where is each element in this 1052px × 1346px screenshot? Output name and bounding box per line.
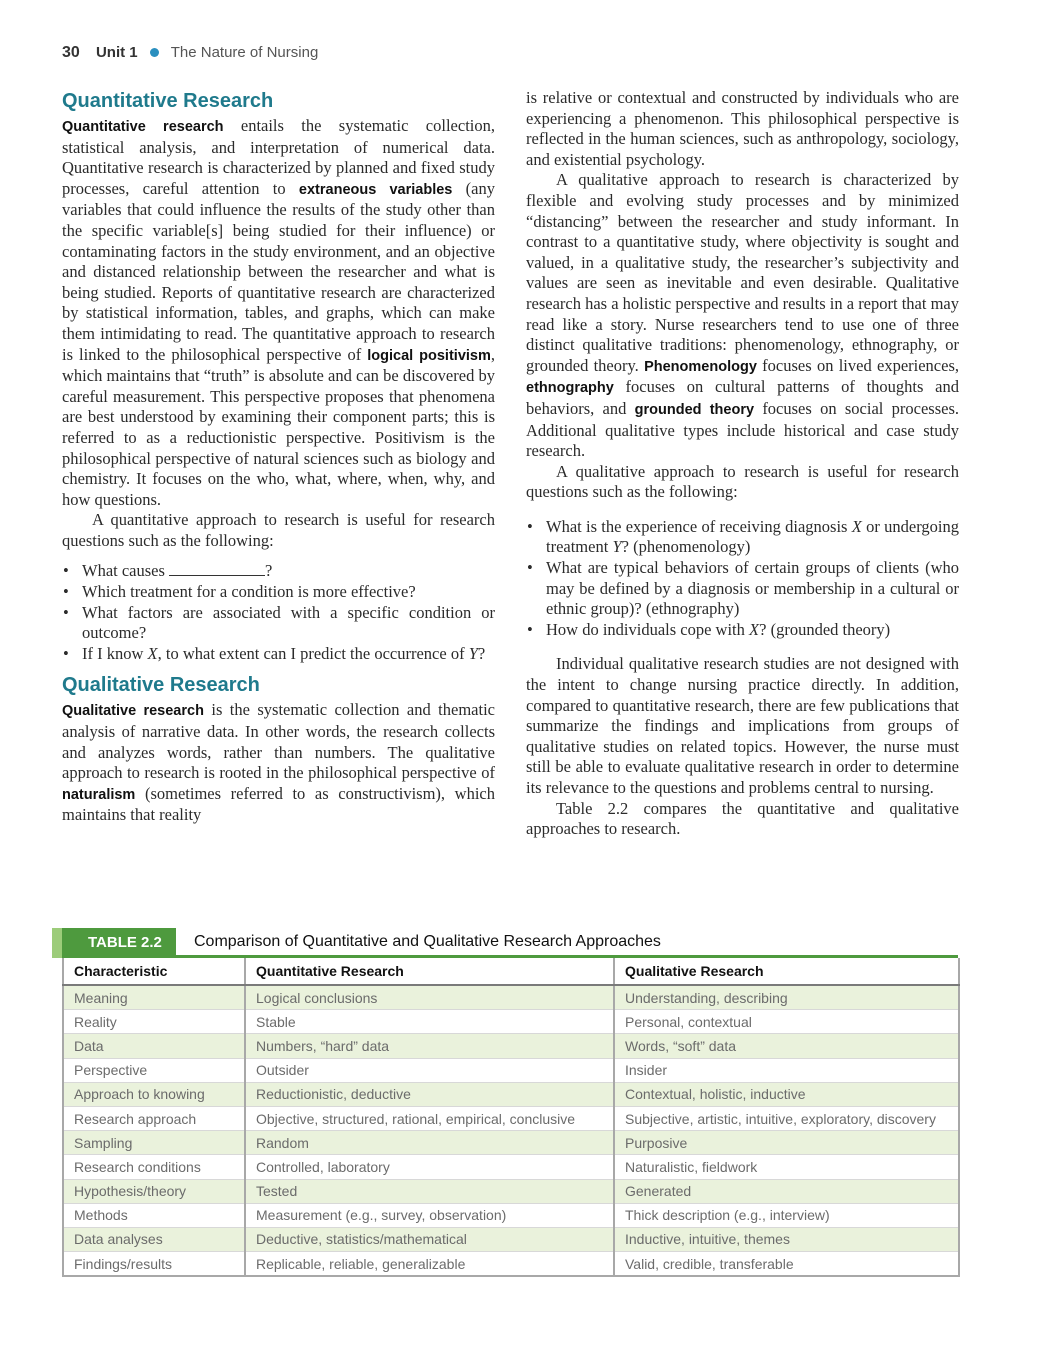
separator-dot-icon: [150, 48, 159, 57]
table-cell: Valid, credible, transferable: [614, 1252, 959, 1277]
key-term: ethnography: [526, 380, 614, 397]
paragraph: A quantitative approach to research is useful for research questions such as the following:: [62, 510, 495, 550]
paragraph: Individual qualitative research studies are not designed with the intent to change nursing practice directly. In addition, compared to quantitative research, there are few publications that summarize the findings and implications from groups of qualitative studies on related topics. However, the nurse must still be able to evaluate qualitative research in order to determine its relevance to the questions and problems central to nursing.: [526, 654, 959, 797]
table-row: [63, 1227, 959, 1251]
running-head: [62, 44, 318, 62]
bullet-list: [62, 561, 495, 664]
list-item: • If I know X, to what extent can I predict the occurrence of Y?: [82, 644, 495, 665]
list-item: • What are typical behaviors of certain groups of clients (who may be defined by a diagnosis or membership in a cultural or ethnic group)? (ethnography): [546, 558, 959, 620]
key-term: Quantitative research: [62, 119, 224, 135]
list-item: • How do individuals cope with X? (grounded theory): [546, 620, 959, 641]
list-item: • Which treatment for a condition is more effective?: [82, 582, 495, 603]
table-cell: Thick description (e.g., interview): [614, 1203, 959, 1227]
table-body: [63, 985, 959, 1276]
table-row: [63, 1058, 959, 1082]
table-cell: Reductionistic, deductive: [245, 1082, 614, 1106]
variable: X: [851, 516, 862, 536]
table-cell: Research conditions: [63, 1155, 245, 1179]
table-row: [63, 1131, 959, 1155]
paragraph: is relative or contextual and constructed by individuals who are experiencing a phenomenon. This philosophical perspective is reflected in the human sciences, such as anthropology, sociology, and existential psychology.: [526, 88, 959, 169]
paragraph: Qualitative research is the systematic collection and thematic analysis of narrative data. In other words, the research collects and analyzes words, rather than numbers. The qualitative approach to research is rooted in the philosophical perspective of naturalism (sometimes referred to as constructivism), which maintains that reality: [62, 700, 495, 825]
table-cell: Stable: [245, 1010, 614, 1034]
comparison-table: [62, 958, 960, 1277]
table-row: [63, 985, 959, 1010]
list-item: [82, 561, 495, 582]
table-cell: Sampling: [63, 1131, 245, 1155]
table-title: Comparison of Quantitative and Qualitative Research Approaches: [194, 933, 661, 950]
key-term: Qualitative research: [62, 703, 204, 720]
bullet-list: [526, 517, 959, 641]
table-cell: Subjective, artistic, intuitive, exploratory, discovery: [614, 1106, 959, 1130]
table-cell: Generated: [614, 1179, 959, 1203]
table-cell: Reality: [63, 1010, 245, 1034]
paragraph: A qualitative approach to research is characterized by flexible and evolving study processes and by minimized “distancing” between the researcher and study informant. In contrast to a quantitative study, where objectivity is sought and valued, in a qualitative study, the researcher’s subjectivity and values are seen as inevitable and even desirable. Qualitative research has a holistic perspective and results in a report that may read like a story. Nurse researchers tend to use one of three distinct qualitative traditions: phenomenology, ethnography, or grounded theory. Phenomenology focuses on lived experiences, ethnography focuses on cultural patterns of thoughts and behaviors, and grounded theory focuses on social processes. Additional qualitative types include historical and case study research.: [526, 170, 959, 461]
list-item: • What is the experience of receiving diagnosis X or undergoing treatment Y? (phenomenology): [546, 517, 959, 558]
table-cell: Understanding, describing: [614, 985, 959, 1010]
paragraph: Table 2.2 compares the quantitative and qualitative approaches to research.: [526, 798, 959, 839]
table-cell: Inductive, intuitive, themes: [614, 1227, 959, 1251]
table-cell: Insider: [614, 1058, 959, 1082]
table-row: [63, 1155, 959, 1179]
table-row: [63, 1179, 959, 1203]
table-cell: Random: [245, 1131, 614, 1155]
section-heading-quantitative: Quantitative Research: [62, 90, 274, 112]
paragraph: Quantitative research entails the systematic collection, statistical analysis, and interpretation of numerical data. Quantitative research is characterized by planned and fixed study processes, careful attention to extraneous variables (any variables that could influence the results of the study other than the specific variable[s] being studied for their influence) or contaminating factors in the study environment, and an objective and distanced relationship between the researcher and what is being studied. Reports of quantitative research are characterized by statistical information, tables, and graphs, which can make them intimidating to read. The quantitative approach to research is linked to the philosophical perspective of logical positivism, which maintains that “truth” is absolute and can be discovered by careful measurement. This perspective proposes that phenomena are best understood by examining their component parts; this is referred to as a reductionistic perspective. Positivism is the philosophical perspective of natural sciences such as biology and chemistry. It focuses on the who, what, where, when, why, and how questions.: [62, 116, 495, 509]
table-cell: Measurement (e.g., survey, observation): [245, 1203, 614, 1227]
page-number: 30: [62, 44, 80, 61]
table-cell: Approach to knowing: [63, 1082, 245, 1106]
table-cell: Tested: [245, 1179, 614, 1203]
table-row: [63, 1082, 959, 1106]
table-row: [63, 1034, 959, 1058]
paragraph: A qualitative approach to research is useful for research questions such as the following:: [526, 461, 959, 502]
table-cell: Replicable, reliable, generalizable: [245, 1252, 614, 1277]
table-cell: Outsider: [245, 1058, 614, 1082]
table-cell: Personal, contextual: [614, 1010, 959, 1034]
key-term: Phenomenology: [644, 358, 757, 375]
table-cell: Purposive: [614, 1131, 959, 1155]
key-term: extraneous variables: [298, 181, 453, 198]
table-cell: Controlled, laboratory: [245, 1155, 614, 1179]
key-term: logical positivism: [367, 347, 491, 364]
table-header-row: [63, 958, 959, 985]
variable: X: [147, 643, 158, 663]
table-cell: Contextual, holistic, inductive: [614, 1082, 959, 1106]
variable: X: [749, 619, 760, 639]
list-item: • What factors are associated with a specific condition or outcome?: [82, 603, 495, 644]
list-item-text: ?: [265, 561, 273, 581]
column-header: Qualitative Research: [614, 958, 959, 985]
table-cell: Meaning: [63, 985, 245, 1010]
table-cell: Findings/results: [63, 1252, 245, 1277]
comparison-table-block: [62, 928, 958, 1277]
table-cell: Numbers, “hard” data: [245, 1034, 614, 1058]
right-column: [526, 88, 959, 840]
column-header: Characteristic: [63, 958, 245, 985]
table-cell: Data analyses: [63, 1227, 245, 1251]
chapter-title: The Nature of Nursing: [170, 44, 319, 61]
unit-label: Unit 1: [95, 44, 138, 61]
table-cell: Naturalistic, fieldwork: [614, 1155, 959, 1179]
table-cell: Methods: [63, 1203, 245, 1227]
table-row: [63, 1106, 959, 1130]
table-cell: Logical conclusions: [245, 985, 614, 1010]
table-cell: Deductive, statistics/mathematical: [245, 1227, 614, 1251]
table-row: [63, 1010, 959, 1034]
left-column: [62, 88, 495, 826]
table-cell: Research approach: [63, 1106, 245, 1130]
table-cell: Objective, structured, rational, empirical, conclusive: [245, 1106, 614, 1130]
table-label: TABLE 2.2: [62, 928, 176, 958]
table-cell: Data: [63, 1034, 245, 1058]
fill-in-blank: [169, 561, 265, 576]
variable: Y: [468, 643, 478, 663]
column-header: Quantitative Research: [245, 958, 614, 985]
table-cell: Perspective: [63, 1058, 245, 1082]
table-row: [63, 1252, 959, 1277]
table-rule: [176, 955, 958, 958]
section-heading-qualitative: Qualitative Research: [62, 674, 260, 697]
table-header-bar: [62, 928, 958, 958]
variable: Y: [612, 537, 622, 557]
table-cell: Words, “soft” data: [614, 1034, 959, 1058]
key-term: naturalism: [62, 786, 136, 803]
table-cell: Hypothesis/theory: [63, 1179, 245, 1203]
list-item-text: What causes: [82, 561, 170, 581]
table-row: [63, 1203, 959, 1227]
key-term: grounded theory: [634, 401, 755, 418]
